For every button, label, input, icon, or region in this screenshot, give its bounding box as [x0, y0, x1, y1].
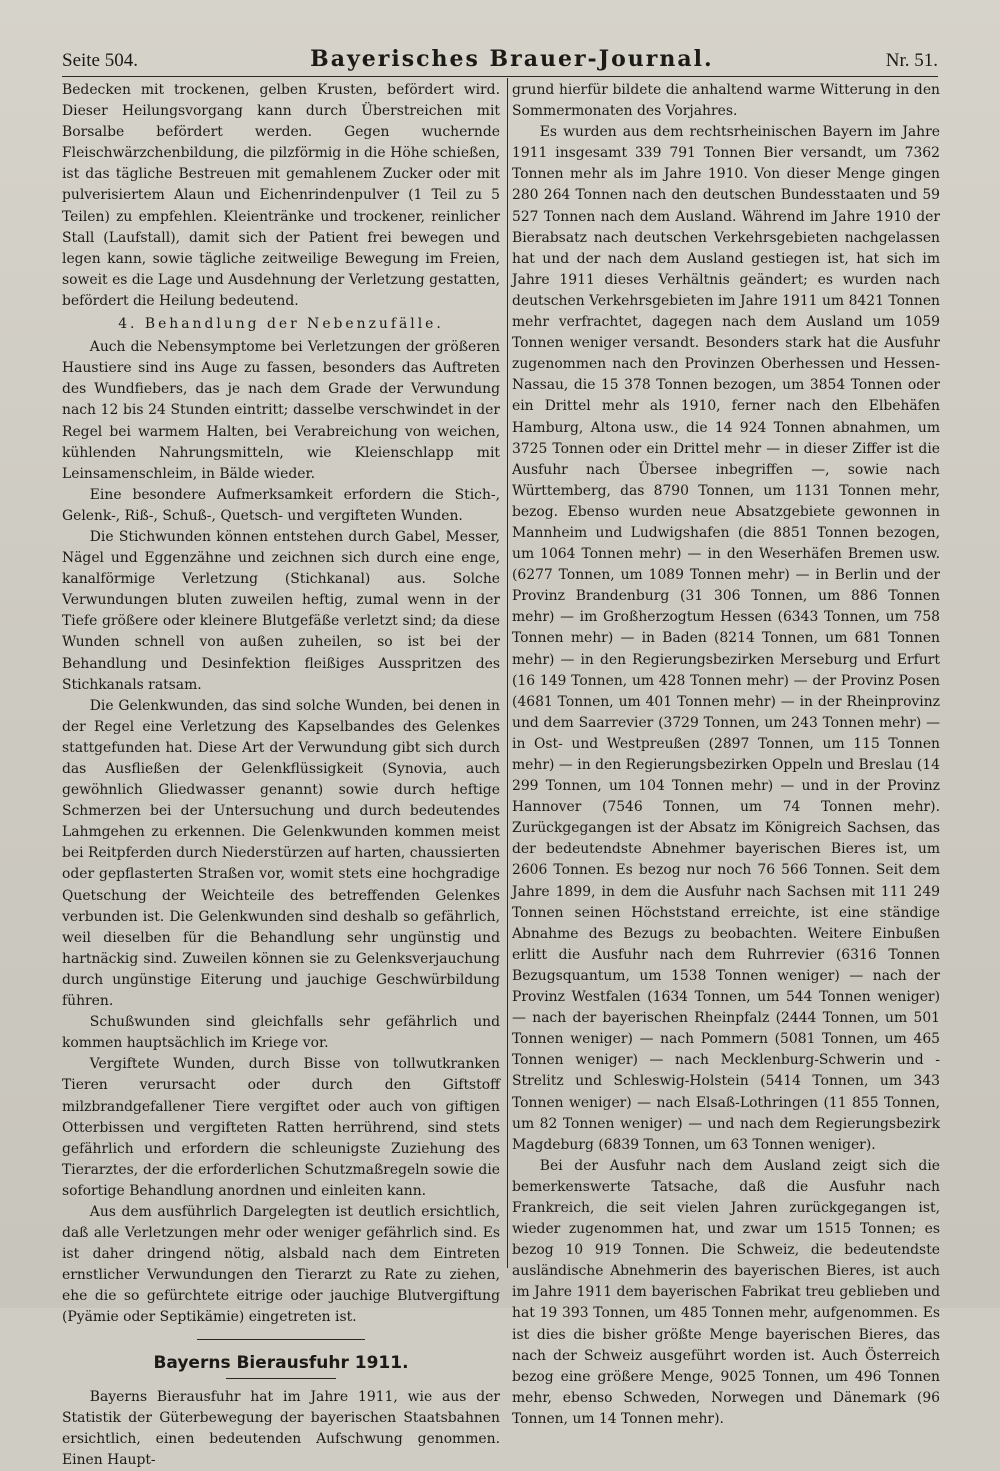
paragraph: Bei der Ausfuhr nach dem Ausland zeigt sich die bemerkenswerte Tatsache, daß die Ausfuhr nach Frankreich, die seit vielen Jahren zurückgegangen ist, wieder zugenommen hat, und zwar um 1515 Tonnen; es bezog 10 919 Tonnen. Die Schweiz, die bedeutendste ausländische Abnehmerin des bayerischen Bieres, ist auch im Jahre 1911 dem bayerischen Fabrikat treu geblieben und hat 19 393 Tonnen, um 485 Tonnen mehr, aufgenommen. Es ist dies die bisher größte Menge bayerischen Bieres, das nach der Schweiz ausgeführt worden ist. Auch Österreich bezog eine größere Menge, 9025 Tonnen, um 496 Tonnen mehr, ebenso Schweden, Norwegen und Dänemark (96 Tonnen, um 14 Tonnen mehr).: [512, 1157, 940, 1427]
paragraph: Die Stichwunden können entstehen durch Gabel, Messer, Nägel und Eggenzähne und zeichnen sich durch eine enge, kanalförmige Verletzung (Stichkanal) aus. Solche Verwundungen bluten zuweilen heftig, zumal wenn in der Tiefe größere oder kleinere Blutgefäße verletzt sind; da diese Wunden schnell von außen zuheilen, so ist bei der Behandlung und Desinfektion fleißiges Ausspritzen des Stichkanals ratsam.: [62, 528, 500, 693]
paragraph: grund hierfür bildete die anhaltend warme Witterung in den Sommermonaten des Vorjahres.: [512, 82, 940, 120]
right-column: [512, 80, 940, 1427]
paragraph: Die Gelenkwunden, das sind solche Wunden, bei denen in der Regel eine Verletzung des Kapselbandes des Gelenkes stattgefunden hat. Diese Art der Verwundung gibt sich durch das Ausfließen der Gelenkflüssigkeit (Synovia, auch gewöhnlich Gliedwasser genannt) sowie durch heftige Schmerzen bei der Untersuchung und durch bedeutendes Lahmgehen zu erkennen. Die Gelenkwunden kommen meist bei Reitpferden durch Niederstürzen auf harten, chaussierten oder gepflasterten Straßen vor, womit stets eine hochgradige Quetschung der Weichteile des betreffenden Gelenkes verbunden ist. Die Gelenkwunden sind deshalb so gefährlich, weil dieselben für die Behandlung sehr ungünstig und hartnäckig sind. Zuweilen können sie zu Gelenksverjauchung durch ungünstige Eiterung und jauchige Geschwürbildung führen.: [62, 697, 500, 1010]
page-header: [62, 42, 938, 72]
paragraph: Aus dem ausführlich Dargelegten ist deutlich ersichtlich, daß alle Verletzungen mehr oder weniger gefährlich sind. Es ist daher dringend nötig, alsbald nach dem Eintreten ernstlicher Verwundungen den Tierarzt zu Rate zu ziehen, ehe die so gefürchtete eitrige oder jauchige Blutvergiftung (Pyämie oder Septikämie) eingetreten ist.: [62, 1203, 500, 1326]
title-underline: [226, 1378, 336, 1379]
paragraph: Bayerns Bierausfuhr hat im Jahre 1911, wie aus der Statistik der Güterbewegung der bayerischen Staatsbahnen ersichtlich, einen bedeutenden Aufschwung genommen. Einen Haupt-: [62, 1388, 500, 1468]
paragraph: Vergiftete Wunden, durch Bisse von tollwutkranken Tieren verursacht oder durch den Giftstoff milzbrandgefallener Tiere vergiftet oder auch von giftigen Otterbissen und vergifteten Ratten herrührend, sind stets gefährlich und erfordern die schleunigste Zuziehung des Tierarztes, der die erforderlichen Schutzmaßregeln sowie die sofortige Behandlung anordnen und einleiten kann.: [62, 1056, 500, 1199]
column-divider: [507, 78, 508, 1268]
journal-title: Bayerisches Brauer-Journal.: [310, 46, 714, 72]
paragraph: Schußwunden sind gleichfalls sehr gefährlich und kommen hauptsächlich im Kriege vor.: [62, 1014, 500, 1052]
header-rule: [62, 76, 938, 77]
section-subheading: 4. Behandlung der Nebenzufälle.: [118, 316, 444, 333]
paragraph: Es wurden aus dem rechtsrheinischen Bayern im Jahre 1911 insgesamt 339 791 Tonnen Bier versandt, um 7362 Tonnen mehr als im Jahre 1910. Von dieser Menge gingen 280 264 Tonnen nach den deutschen Bundesstaaten und 59 527 Tonnen nach dem Ausland. Während im Jahre 1910 der Bierabsatz nach deutschen Verkehrsgebieten nachgelassen hat und der nach dem Ausland gestiegen ist, hat sich im Jahre 1911 dieses Verhältnis geändert; es wurden nach deutschen Verkehrsgebieten im Jahre 1911 um 8421 Tonnen mehr verfrachtet, dagegen nach dem Ausland um 1059 Tonnen weniger versandt. Besonders stark hat die Ausfuhr zugenommen nach den Provinzen Oberhessen und Hessen-Nassau, die 15 378 Tonnen bezogen, um 3854 Tonnen oder ein Drittel mehr als 1910, ferner nach den Elbehäfen Hamburg, Altona usw., die 14 924 Tonnen abnahmen, um 3725 Tonnen oder ein Drittel mehr — in dieser Ziffer ist die Ausfuhr nach Übersee inbegriffen —, sowie nach Württemberg, das 8790 Tonnen, um 1131 Tonnen mehr, bezog. Ebenso wurden neue Absatzgebiete gewonnen in Mannheim und Ludwigshafen (die 8851 Tonnen bezogen, um 1064 Tonnen mehr) — in den Weserhäfen Bremen usw. (6277 Tonnen, um 1089 Tonnen mehr) — in Berlin und der Provinz Brandenburg (31 306 Tonnen, um 886 Tonnen mehr) — im Großherzogtum Hessen (6343 Tonnen, um 758 Tonnen mehr) — in Baden (8214 Tonnen, um 681 Tonnen mehr) — in den Regierungsbezirken Merseburg und Erfurt (16 149 Tonnen, um 428 Tonnen mehr) — der Provinz Posen (4681 Tonnen, um 401 Tonnen mehr) — in der Rheinprovinz und dem Saarrevier (3729 Tonnen, um 243 Tonnen mehr) — in Ost- und Westpreußen (2897 Tonnen, um 115 Tonnen mehr) — in den Regierungsbezirken Oppeln und Breslau (14 299 Tonnen, um 104 Tonnen mehr) — und in der Provinz Hannover (7546 Tonnen, um 74 Tonnen mehr). Zurückgegangen ist der Absatz im Königreich Sachsen, das der bedeutendste Abnehmer bayerischen Bieres ist, um 2606 Tonnen. Es bezog nur noch 76 566 Tonnen. Seit dem Jahre 1899, in dem die Ausfuhr nach Sachsen mit 111 249 Tonnen seinen Höchststand erreichte, ist eine ständige Abnahme des Bezugs zu beobachten. Weitere Einbußen erlitt die Ausfuhr nach dem Ruhrrevier (6316 Tonnen Bezugsquantum, um 1538 Tonnen weniger) — nach der Provinz Westfalen (1634 Tonnen, um 544 Tonnen weniger) — nach der bayerischen Rheinpfalz (2444 Tonnen, um 501 Tonnen weniger) — nach Pommern (5081 Tonnen, um 465 Tonnen weniger) — nach Mecklenburg-Schwerin und -Strelitz und Schleswig-Holstein (5414 Tonnen, um 343 Tonnen weniger) — nach Elsaß-Lothringen (11 855 Tonnen, um 82 Tonnen weniger) — und nach dem Regierungsbezirk Magdeburg (6839 Tonnen, um 63 Tonnen weniger).: [512, 124, 940, 1153]
left-column: [62, 80, 500, 1468]
page-number: Seite 504.: [62, 50, 138, 71]
article-title: Bayerns Bierausfuhr 1911.: [153, 1352, 409, 1373]
paragraph: Bedecken mit trockenen, gelben Krusten, befördert wird. Dieser Heilungsvorgang kann durch Überstreichen mit Borsalbe befördert werden. Gegen wuchernde Fleischwärzchenbildung, die pilzförmig in die Höhe schießen, ist das tägliche Bestreuen mit gemahlenem Zucker oder mit pulverisiertem Alaun und Eichenrindenpulver (1 Teil zu 5 Teilen) zu empfehlen. Kleientränke und trockener, reinlicher Stall (Laufstall), damit sich der Patient frei bewegen und legen kann, sowie tägliche zeitweilige Bewegung im Freien, soweit es die Lage und Ausdehnung der Verletzung gestatten, befördert die Heilung bedeutend.: [62, 82, 500, 309]
paragraph: Auch die Nebensymptome bei Verletzungen der größeren Haustiere sind ins Auge zu fassen, besonders das Auftreten des Wundfiebers, das je nach dem Grade der Verwundung nach 12 bis 24 Stunden eintritt; dasselbe verschwindet in der Regel bei warmem Halten, bei Verabreichung von weichen, kühlenden Nahrungsmitteln, wie Kleienschlapp mit Leinsamenschleim, in Bälde wieder.: [62, 339, 500, 482]
issue-number: Nr. 51.: [885, 50, 938, 71]
article-separator: [197, 1339, 365, 1340]
paragraph: Eine besondere Aufmerksamkeit erfordern die Stich-, Gelenk-, Riß-, Schuß-, Quetsch- und vergifteten Wunden.: [62, 486, 500, 524]
